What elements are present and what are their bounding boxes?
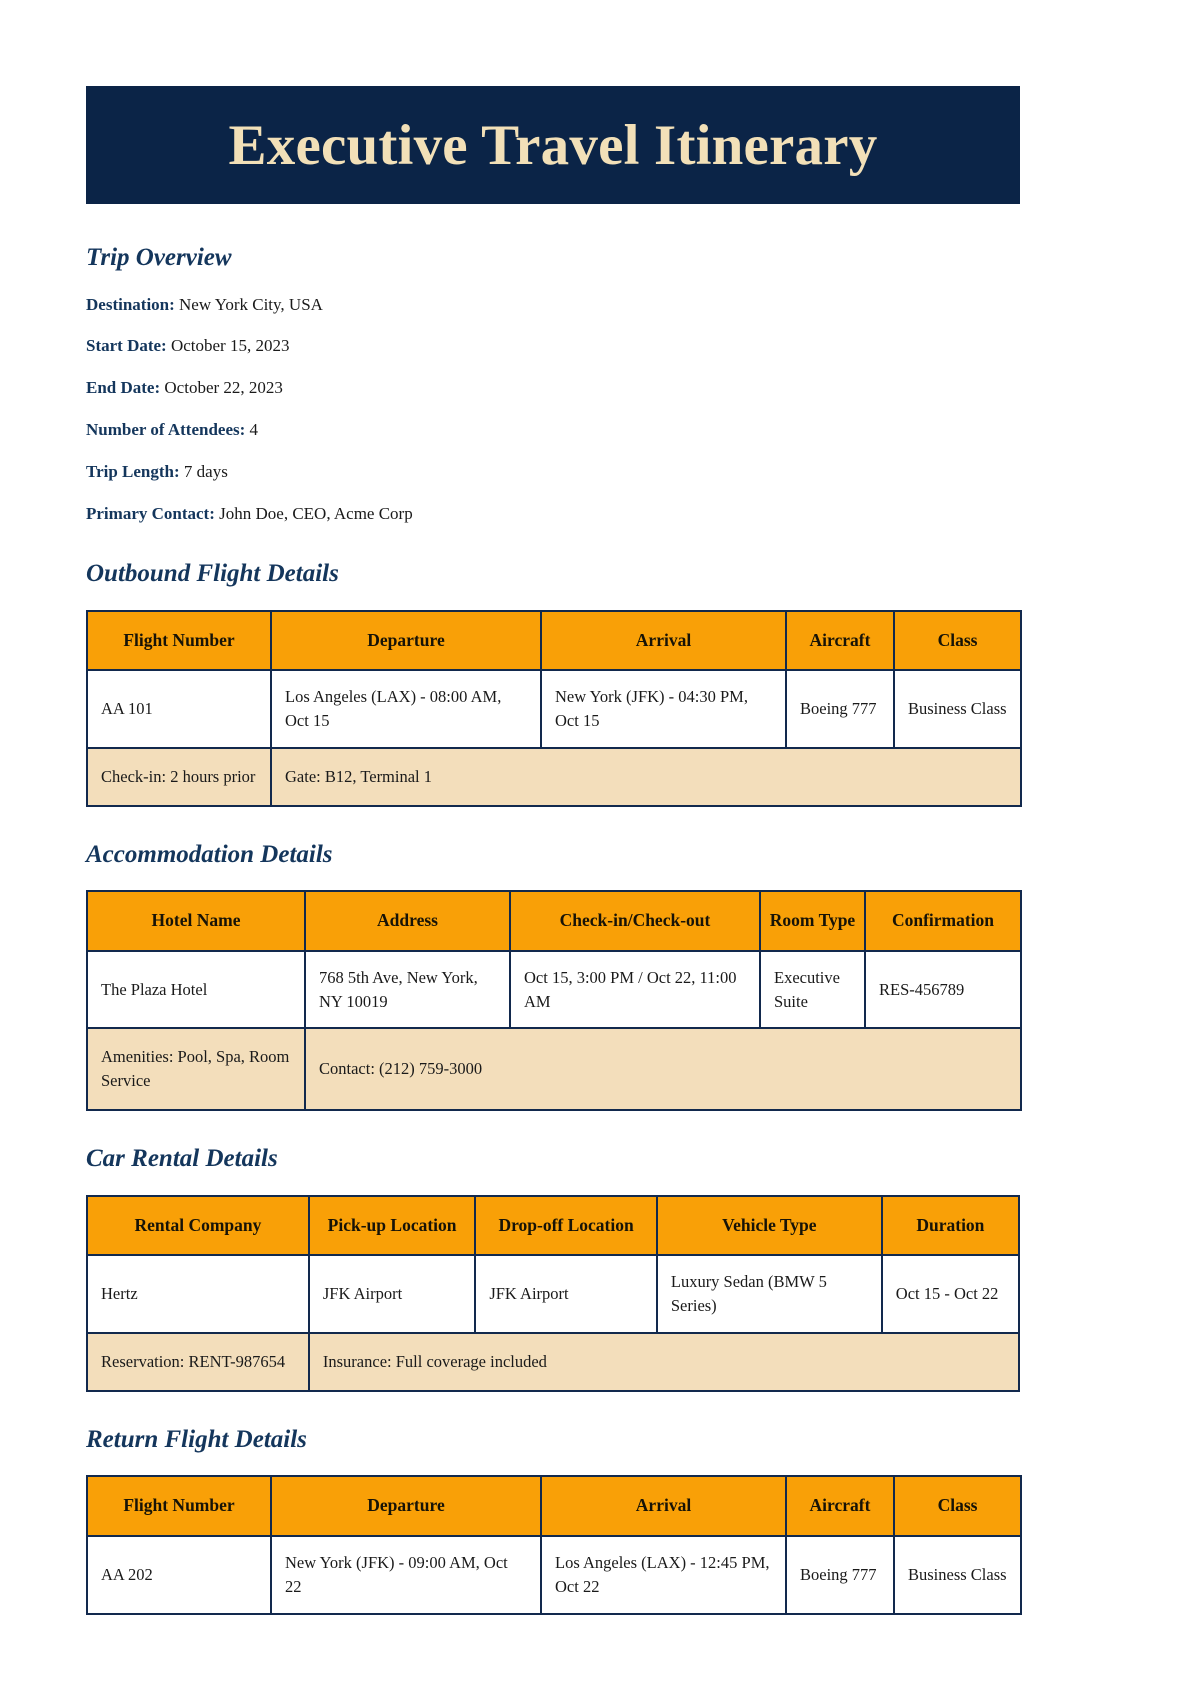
section-heading-outbound-flight: Outbound Flight Details [86,560,339,588]
cell-hotel-name: The Plaza Hotel [87,951,305,1029]
column-header-rental-company: Rental Company [87,1196,309,1255]
table-row [87,1255,1019,1333]
cell-dropoff-location: JFK Airport [475,1255,657,1333]
overview-value-destination: New York City, USA [179,294,323,314]
column-header-departure: Departure [271,611,541,670]
table-note-row [87,748,1021,806]
overview-label-end-date: End Date: [86,378,161,398]
table-note-row [87,1333,1019,1391]
column-header-aircraft: Aircraft [786,1476,894,1535]
cell-arrival: Los Angeles (LAX) - 12:45 PM, Oct 22 [541,1536,786,1614]
overview-field-trip-length [86,461,1020,484]
cell-departure: Los Angeles (LAX) - 08:00 AM, Oct 15 [271,670,541,748]
overview-field-primary-contact [86,503,1020,526]
column-header-flight-number: Flight Number [87,1476,271,1535]
section-heading-return-flight: Return Flight Details [86,1425,307,1453]
overview-field-destination [86,294,1020,317]
section-trip-overview [86,244,1020,526]
column-header-confirmation: Confirmation [865,891,1021,950]
note-insurance: Insurance: Full coverage included [309,1333,1019,1391]
column-header-room-type: Room Type [760,891,865,950]
section-accommodation [86,841,1020,1112]
column-header-class: Class [894,611,1021,670]
table-return-flight [86,1475,1022,1614]
table-header-row [87,611,1021,670]
note-checkin: Check-in: 2 hours prior [87,748,271,806]
cell-duration: Oct 15 - Oct 22 [882,1255,1019,1333]
overview-label-start-date: Start Date: [86,336,167,356]
cell-address: 768 5th Ave, New York, NY 10019 [305,951,510,1029]
note-gate: Gate: B12, Terminal 1 [271,748,1021,806]
section-car-rental [86,1145,1020,1392]
column-header-class: Class [894,1476,1021,1535]
overview-label-destination: Destination: [86,294,175,314]
overview-field-attendees [86,419,1020,442]
cell-flight-number: AA 101 [87,670,271,748]
column-header-vehicle-type: Vehicle Type [657,1196,882,1255]
section-return-flight [86,1426,1020,1615]
cell-room-type: Executive Suite [760,951,865,1029]
cell-confirmation: RES-456789 [865,951,1021,1029]
cell-aircraft: Boeing 777 [786,670,894,748]
table-row [87,670,1021,748]
overview-label-attendees: Number of Attendees: [86,420,246,440]
note-contact: Contact: (212) 759-3000 [305,1028,1021,1110]
column-header-arrival: Arrival [541,611,786,670]
overview-value-primary-contact: John Doe, CEO, Acme Corp [219,504,413,524]
column-header-arrival: Arrival [541,1476,786,1535]
overview-value-end-date: October 22, 2023 [164,378,283,398]
column-header-duration: Duration [882,1196,1019,1255]
column-header-dropoff-location: Drop-off Location [475,1196,657,1255]
table-row [87,1536,1021,1614]
overview-field-start-date [86,335,1020,358]
section-heading-accommodation: Accommodation Details [86,840,333,868]
cell-arrival: New York (JFK) - 04:30 PM, Oct 15 [541,670,786,748]
overview-value-attendees: 4 [249,420,259,440]
table-header-row [87,1476,1021,1535]
overview-value-trip-length: 7 days [183,462,228,482]
section-outbound-flight [86,560,1020,807]
note-amenities: Amenities: Pool, Spa, Room Service [87,1028,305,1110]
cell-departure: New York (JFK) - 09:00 AM, Oct 22 [271,1536,541,1614]
overview-label-trip-length: Trip Length: [86,462,180,482]
cell-class: Business Class [894,1536,1021,1614]
overview-label-primary-contact: Primary Contact: [86,504,215,524]
document-title: Executive Travel Itinerary [228,113,878,177]
column-header-address: Address [305,891,510,950]
column-header-flight-number: Flight Number [87,611,271,670]
overview-field-end-date [86,377,1020,400]
note-reservation: Reservation: RENT-987654 [87,1333,309,1391]
column-header-departure: Departure [271,1476,541,1535]
table-row [87,951,1021,1029]
cell-vehicle-type: Luxury Sedan (BMW 5 Series) [657,1255,882,1333]
column-header-hotel-name: Hotel Name [87,891,305,950]
cell-aircraft: Boeing 777 [786,1536,894,1614]
cell-rental-company: Hertz [87,1255,309,1333]
column-header-pickup-location: Pick-up Location [309,1196,475,1255]
section-heading-car-rental: Car Rental Details [86,1145,278,1173]
cell-check-in-out: Oct 15, 3:00 PM / Oct 22, 11:00 AM [510,951,760,1029]
table-note-row [87,1028,1021,1110]
table-outbound-flight [86,610,1022,807]
column-header-check-in-out: Check-in/Check-out [510,891,760,950]
table-header-row [87,1196,1019,1255]
cell-flight-number: AA 202 [87,1536,271,1614]
cell-pickup-location: JFK Airport [309,1255,475,1333]
section-heading-trip-overview: Trip Overview [86,244,232,271]
table-car-rental [86,1195,1020,1392]
cell-class: Business Class [894,670,1021,748]
document-header-banner [86,86,1020,204]
overview-value-start-date: October 15, 2023 [170,336,290,356]
table-header-row [87,891,1021,950]
column-header-aircraft: Aircraft [786,611,894,670]
table-accommodation [86,890,1022,1111]
